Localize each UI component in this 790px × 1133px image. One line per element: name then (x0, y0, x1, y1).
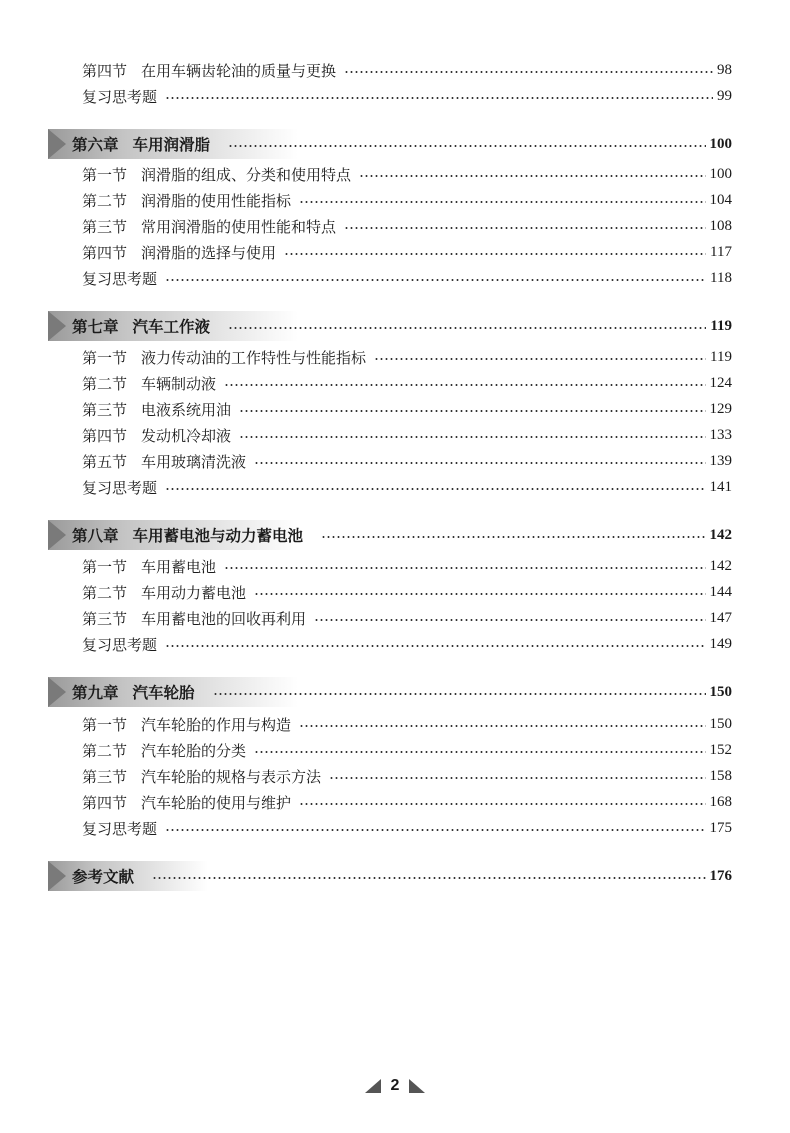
toc-entry-label: 第三节 汽车轮胎的规格与表示方法 (82, 767, 322, 786)
page-number: 124 (709, 374, 732, 391)
toc-entry[interactable] (82, 555, 732, 577)
toc-entry[interactable] (82, 765, 732, 787)
toc-entry[interactable] (82, 713, 732, 735)
toc-entry[interactable] (82, 607, 732, 629)
dot-leader (321, 536, 705, 538)
toc-entry[interactable] (82, 59, 732, 81)
toc-entry-label: 复习思考题 (82, 635, 158, 654)
toc-entry[interactable] (82, 739, 732, 761)
page-number: 158 (709, 767, 732, 784)
toc-entry[interactable] (82, 163, 732, 185)
dot-leader (329, 777, 705, 779)
toc-entry-label: 第二节 润滑脂的使用性能指标 (82, 191, 292, 210)
dot-leader (165, 645, 705, 647)
dot-leader (284, 253, 706, 255)
page-number: 142 (709, 557, 732, 574)
dot-leader (165, 279, 706, 281)
dot-leader (254, 462, 705, 464)
dot-leader (314, 619, 705, 621)
dot-leader (228, 145, 705, 147)
toc-entry-label: 第四节 在用车辆齿轮油的质量与更换 (82, 61, 337, 80)
page-number: 149 (709, 635, 732, 652)
page-number: 108 (709, 217, 732, 234)
toc-chapter-entry[interactable] (48, 133, 732, 155)
page-number: 119 (710, 317, 732, 334)
triangle-right-icon (409, 1079, 425, 1093)
toc-entry-label: 第一节 汽车轮胎的作用与构造 (82, 715, 292, 734)
page-number: 99 (717, 87, 732, 104)
dot-leader (344, 227, 705, 229)
toc-entry[interactable] (82, 424, 732, 446)
page-number: 104 (709, 191, 732, 208)
page-number: 152 (709, 741, 732, 758)
dot-leader (374, 358, 706, 360)
page-number: 142 (709, 526, 732, 543)
toc-entry[interactable] (82, 267, 732, 289)
page-number: 118 (710, 269, 732, 286)
toc-entry[interactable] (82, 633, 732, 655)
footer-page-number: 2 (390, 1077, 400, 1094)
page-number: 100 (709, 135, 732, 152)
toc-entry-label: 复习思考题 (82, 269, 158, 288)
toc-entry[interactable] (82, 346, 732, 368)
toc-chapter-entry[interactable] (48, 524, 732, 546)
page-number: 98 (717, 61, 732, 78)
toc-entry[interactable] (82, 398, 732, 420)
toc-entry-label: 第五节 车用玻璃清洗液 (82, 452, 247, 471)
toc-entry[interactable] (82, 241, 732, 263)
dot-leader (165, 97, 713, 99)
dot-leader (165, 829, 705, 831)
toc-chapter-label: 第六章 车用润滑脂 (72, 135, 211, 154)
page-number: 168 (709, 793, 732, 810)
dot-leader (213, 693, 706, 695)
triangle-left-icon (365, 1079, 381, 1093)
page-footer (0, 1074, 790, 1098)
toc-chapter-label: 第七章 汽车工作液 (72, 317, 211, 336)
page-number: 141 (709, 478, 732, 495)
dot-leader (254, 593, 705, 595)
toc-entry-label: 第二节 车用动力蓄电池 (82, 583, 247, 602)
page-number: 117 (710, 243, 732, 260)
toc-entry-label: 第三节 电液系统用油 (82, 400, 232, 419)
toc-chapter-label: 第九章 汽车轮胎 (72, 683, 195, 702)
toc-entry[interactable] (82, 189, 732, 211)
toc-entry-label: 复习思考题 (82, 87, 158, 106)
toc-entry[interactable] (82, 476, 732, 498)
toc-entry-label: 第三节 车用蓄电池的回收再利用 (82, 609, 307, 628)
page-number: 133 (709, 426, 732, 443)
page-number: 175 (709, 819, 732, 836)
toc-chapter-entry[interactable] (48, 681, 732, 703)
dot-leader (224, 567, 705, 569)
dot-leader (152, 877, 705, 879)
toc-entry[interactable] (82, 215, 732, 237)
toc-entry-label: 第一节 车用蓄电池 (82, 557, 217, 576)
toc-entry-label: 第三节 常用润滑脂的使用性能和特点 (82, 217, 337, 236)
toc-entry-label: 复习思考题 (82, 819, 158, 838)
page-number: 119 (710, 348, 732, 365)
toc-entry-label: 第四节 发动机冷却液 (82, 426, 232, 445)
page-number: 100 (709, 165, 732, 182)
page-number: 150 (709, 683, 732, 700)
page-number: 129 (709, 400, 732, 417)
page-number: 144 (709, 583, 732, 600)
toc-entry-label: 第四节 汽车轮胎的使用与维护 (82, 793, 292, 812)
dot-leader (165, 488, 705, 490)
toc-entry[interactable] (82, 450, 732, 472)
toc-references-entry[interactable] (48, 865, 732, 887)
page-number: 176 (709, 867, 732, 884)
toc-entry-label: 第二节 汽车轮胎的分类 (82, 741, 247, 760)
dot-leader (299, 803, 705, 805)
page-number: 147 (709, 609, 732, 626)
toc-entry[interactable] (82, 581, 732, 603)
dot-leader (344, 71, 713, 73)
toc-entry[interactable] (82, 817, 732, 839)
toc-entry[interactable] (82, 372, 732, 394)
dot-leader (299, 201, 705, 203)
toc-chapter-entry[interactable] (48, 315, 732, 337)
dot-leader (239, 436, 705, 438)
toc-entry[interactable] (82, 85, 732, 107)
toc-entry-label: 第一节 润滑脂的组成、分类和使用特点 (82, 165, 352, 184)
dot-leader (224, 384, 705, 386)
toc-entry-label: 复习思考题 (82, 478, 158, 497)
page-number: 150 (709, 715, 732, 732)
toc-entry-label: 第二节 车辆制动液 (82, 374, 217, 393)
toc-chapter-label: 第八章 车用蓄电池与动力蓄电池 (72, 526, 304, 545)
dot-leader (299, 725, 705, 727)
dot-leader (359, 175, 705, 177)
toc-entry[interactable] (82, 791, 732, 813)
page-number: 139 (709, 452, 732, 469)
toc-chapter-label: 参考文献 (72, 867, 135, 886)
dot-leader (239, 410, 705, 412)
toc-entry-label: 第一节 液力传动油的工作特性与性能指标 (82, 348, 367, 367)
dot-leader (254, 751, 705, 753)
dot-leader (228, 327, 706, 329)
toc-entry-label: 第四节 润滑脂的选择与使用 (82, 243, 277, 262)
